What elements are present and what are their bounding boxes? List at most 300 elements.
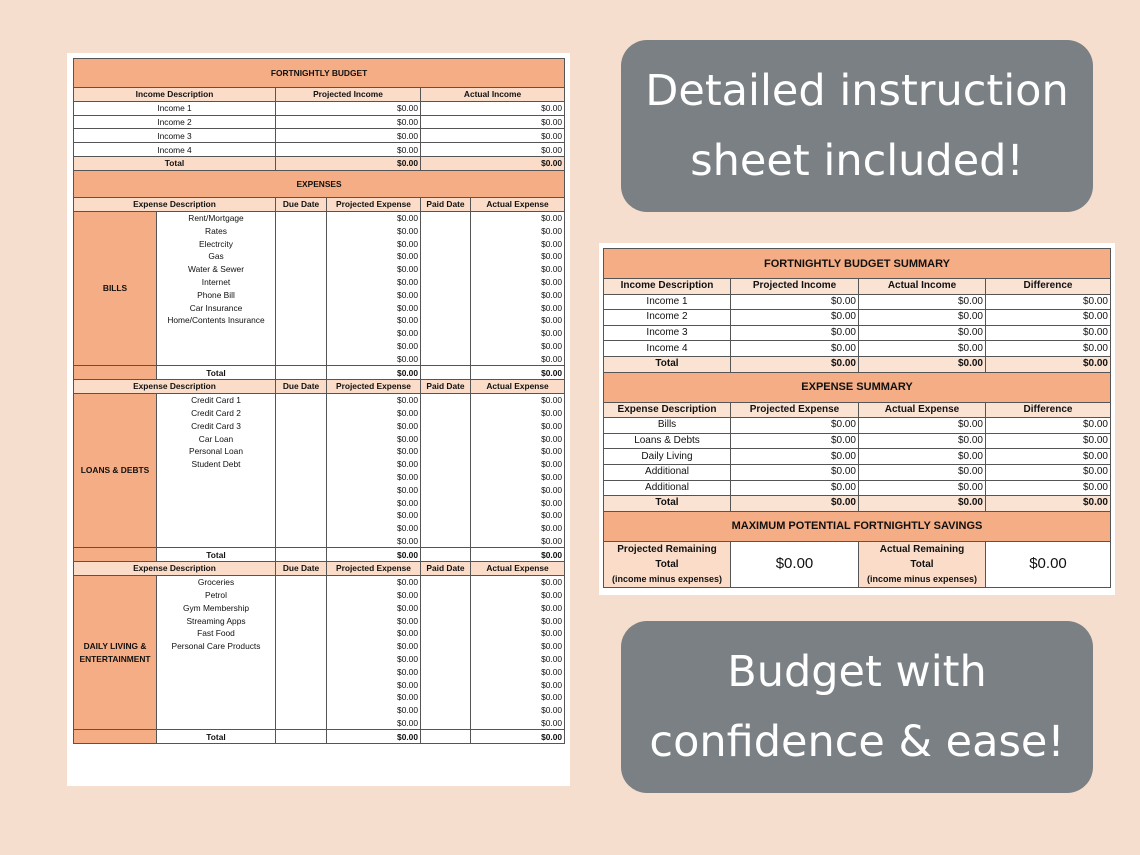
due-date-cell[interactable] xyxy=(276,471,327,484)
actual-expense-header: Actual Expense xyxy=(471,562,565,576)
projected-expense-cell[interactable]: $0.00 xyxy=(327,691,421,704)
projected-expense-cell[interactable]: $0.00 xyxy=(327,535,421,548)
expense-desc-cell[interactable] xyxy=(157,678,276,691)
summary-income-row-projected: $0.00 xyxy=(731,294,859,310)
projected-expense-cell[interactable]: $0.00 xyxy=(327,471,421,484)
paid-date-cell[interactable] xyxy=(421,237,471,250)
budget-summary-sheet xyxy=(599,243,1115,595)
expense-total-row xyxy=(74,730,565,744)
due-date-cell[interactable] xyxy=(276,250,327,263)
expenses-title: EXPENSES xyxy=(74,170,565,197)
projected-expense-cell[interactable]: $0.00 xyxy=(327,614,421,627)
expense-desc-header: Expense Description xyxy=(74,379,276,393)
expense-desc-cell[interactable] xyxy=(157,717,276,730)
projected-expense-header: Projected Expense xyxy=(327,379,421,393)
due-date-cell[interactable] xyxy=(276,653,327,666)
banner-line: confidence & ease! xyxy=(649,717,1065,767)
due-date-cell[interactable] xyxy=(276,276,327,289)
paid-date-total xyxy=(421,730,471,744)
summary-income-row-actual: $0.00 xyxy=(859,325,986,341)
projected-income-cell[interactable]: $0.00 xyxy=(276,129,421,143)
paid-date-header: Paid Date xyxy=(421,562,471,576)
summary-expense-row-projected: $0.00 xyxy=(731,464,859,480)
section-total-spacer xyxy=(74,366,157,380)
actual-expense-cell[interactable]: $0.00 xyxy=(471,432,565,445)
projected-expense-cell[interactable]: $0.00 xyxy=(327,352,421,365)
projected-expense-cell[interactable]: $0.00 xyxy=(327,263,421,276)
actual-expense-cell[interactable]: $0.00 xyxy=(471,250,565,263)
due-date-cell[interactable] xyxy=(276,263,327,276)
income-total-projected: $0.00 xyxy=(276,156,421,170)
projected-expense-cell[interactable]: $0.00 xyxy=(327,627,421,640)
income-desc-cell[interactable]: Income 2 xyxy=(74,115,276,129)
paid-date-cell[interactable] xyxy=(421,614,471,627)
actual-expense-cell[interactable]: $0.00 xyxy=(471,327,565,340)
expense-desc-cell[interactable]: Gas xyxy=(157,250,276,263)
due-date-cell[interactable] xyxy=(276,327,327,340)
fortnightly-budget-sheet xyxy=(67,53,570,786)
actual-expense-cell[interactable]: $0.00 xyxy=(471,627,565,640)
actual-income-cell[interactable]: $0.00 xyxy=(421,143,565,157)
due-date-cell[interactable] xyxy=(276,340,327,353)
actual-expense-cell[interactable]: $0.00 xyxy=(471,419,565,432)
projected-expense-cell[interactable]: $0.00 xyxy=(327,717,421,730)
expense-desc-cell[interactable]: Internet xyxy=(157,276,276,289)
summary-expense-total-actual: $0.00 xyxy=(859,496,986,512)
projected-expense-cell[interactable]: $0.00 xyxy=(327,483,421,496)
income-row xyxy=(74,115,565,129)
projected-remaining-label-line1: Projected Remaining xyxy=(617,543,717,555)
expense-desc-cell[interactable]: Car Insurance xyxy=(157,301,276,314)
projected-expense-cell[interactable]: $0.00 xyxy=(327,665,421,678)
due-date-cell[interactable] xyxy=(276,432,327,445)
due-date-header: Due Date xyxy=(276,562,327,576)
due-date-cell[interactable] xyxy=(276,589,327,602)
summary-expense-row-desc: Daily Living xyxy=(604,449,731,465)
actual-expense-cell[interactable]: $0.00 xyxy=(471,237,565,250)
actual-expense-cell[interactable]: $0.00 xyxy=(471,640,565,653)
paid-date-cell[interactable] xyxy=(421,314,471,327)
actual-expense-cell[interactable]: $0.00 xyxy=(471,589,565,602)
income-desc-cell[interactable]: Income 4 xyxy=(74,143,276,157)
paid-date-cell[interactable] xyxy=(421,678,471,691)
expense-desc-cell[interactable]: Petrol xyxy=(157,589,276,602)
expense-desc-cell[interactable]: Home/Contents Insurance xyxy=(157,314,276,327)
summary-expense-row-projected: $0.00 xyxy=(731,418,859,434)
expense-total-projected: $0.00 xyxy=(327,548,421,562)
actual-expense-cell[interactable]: $0.00 xyxy=(471,704,565,717)
expense-desc-cell[interactable] xyxy=(157,665,276,678)
projected-expense-cell[interactable]: $0.00 xyxy=(327,704,421,717)
due-date-cell[interactable] xyxy=(276,314,327,327)
summary-expense-row-desc: Additional xyxy=(604,464,731,480)
due-date-cell[interactable] xyxy=(276,614,327,627)
projected-expense-cell[interactable]: $0.00 xyxy=(327,432,421,445)
expense-desc-cell[interactable] xyxy=(157,352,276,365)
due-date-cell[interactable] xyxy=(276,535,327,548)
summary-expense-row-actual: $0.00 xyxy=(859,433,986,449)
projected-remaining-value: $0.00 xyxy=(731,541,859,587)
expense-desc-cell[interactable]: Credit Card 3 xyxy=(157,419,276,432)
paid-date-cell[interactable] xyxy=(421,589,471,602)
projected-expense-cell[interactable]: $0.00 xyxy=(327,653,421,666)
actual-expense-cell[interactable]: $0.00 xyxy=(471,314,565,327)
actual-expense-cell[interactable]: $0.00 xyxy=(471,665,565,678)
projected-income-cell[interactable]: $0.00 xyxy=(276,115,421,129)
projected-expense-header: Projected Expense xyxy=(327,562,421,576)
due-date-header: Due Date xyxy=(276,379,327,393)
projected-expense-cell[interactable]: $0.00 xyxy=(327,237,421,250)
paid-date-cell[interactable] xyxy=(421,432,471,445)
expense-desc-cell[interactable]: Rent/Mortgage xyxy=(157,211,276,224)
summary-income-total-desc: Total xyxy=(604,356,731,372)
expense-total-row xyxy=(74,548,565,562)
expense-total-label: Total xyxy=(157,548,276,562)
expense-desc-cell[interactable] xyxy=(157,704,276,717)
savings-title: MAXIMUM POTENTIAL FORTNIGHTLY SAVINGS xyxy=(604,511,1111,541)
projected-expense-cell[interactable]: $0.00 xyxy=(327,601,421,614)
projected-income-cell[interactable]: $0.00 xyxy=(276,143,421,157)
actual-expense-cell[interactable]: $0.00 xyxy=(471,691,565,704)
summary-income-row-desc: Income 3 xyxy=(604,325,731,341)
paid-date-cell[interactable] xyxy=(421,276,471,289)
actual-income-cell[interactable]: $0.00 xyxy=(421,101,565,115)
expense-desc-cell[interactable]: Rates xyxy=(157,224,276,237)
actual-expense-cell[interactable]: $0.00 xyxy=(471,263,565,276)
actual-expense-cell[interactable]: $0.00 xyxy=(471,288,565,301)
expense-total-projected: $0.00 xyxy=(327,730,421,744)
expense-desc-cell[interactable]: Gym Membership xyxy=(157,601,276,614)
income-row xyxy=(74,101,565,115)
income-total-actual: $0.00 xyxy=(421,156,565,170)
actual-expense-cell[interactable]: $0.00 xyxy=(471,653,565,666)
paid-date-cell[interactable] xyxy=(421,704,471,717)
paid-date-cell[interactable] xyxy=(421,445,471,458)
banner-line: sheet included! xyxy=(690,136,1024,186)
projected-expense-cell[interactable]: $0.00 xyxy=(327,445,421,458)
due-date-cell[interactable] xyxy=(276,717,327,730)
expense-desc-cell[interactable] xyxy=(157,483,276,496)
paid-date-cell[interactable] xyxy=(421,471,471,484)
actual-expense-cell[interactable]: $0.00 xyxy=(471,717,565,730)
summary-income-difference-header: Difference xyxy=(986,279,1111,295)
summary-title: FORTNIGHTLY BUDGET SUMMARY xyxy=(604,249,1111,279)
summary-income-row-difference: $0.00 xyxy=(986,310,1111,326)
summary-income-row xyxy=(604,294,1111,310)
summary-income-row-projected: $0.00 xyxy=(731,325,859,341)
summary-expense-row xyxy=(604,418,1111,434)
due-date-cell[interactable] xyxy=(276,601,327,614)
due-date-cell[interactable] xyxy=(276,352,327,365)
due-date-header: Due Date xyxy=(276,197,327,211)
due-date-cell[interactable] xyxy=(276,496,327,509)
summary-income-row-actual: $0.00 xyxy=(859,310,986,326)
summary-income-row-actual: $0.00 xyxy=(859,341,986,357)
paid-date-cell[interactable] xyxy=(421,496,471,509)
due-date-cell[interactable] xyxy=(276,419,327,432)
actual-expense-cell[interactable]: $0.00 xyxy=(471,471,565,484)
paid-date-cell[interactable] xyxy=(421,407,471,420)
summary-expense-row-projected: $0.00 xyxy=(731,449,859,465)
summary-expense-row-difference: $0.00 xyxy=(986,480,1111,496)
paid-date-total xyxy=(421,548,471,562)
actual-expense-cell[interactable]: $0.00 xyxy=(471,509,565,522)
projected-expense-cell[interactable]: $0.00 xyxy=(327,301,421,314)
summary-income-row-desc: Income 4 xyxy=(604,341,731,357)
due-date-cell[interactable] xyxy=(276,678,327,691)
paid-date-cell[interactable] xyxy=(421,352,471,365)
summary-income-row xyxy=(604,341,1111,357)
due-date-cell[interactable] xyxy=(276,522,327,535)
expense-desc-cell[interactable] xyxy=(157,535,276,548)
paid-date-cell[interactable] xyxy=(421,483,471,496)
paid-date-cell[interactable] xyxy=(421,627,471,640)
paid-date-cell[interactable] xyxy=(421,535,471,548)
expense-desc-cell[interactable] xyxy=(157,340,276,353)
projected-expense-cell[interactable]: $0.00 xyxy=(327,211,421,224)
expense-desc-cell[interactable] xyxy=(157,471,276,484)
actual-expense-cell[interactable]: $0.00 xyxy=(471,301,565,314)
paid-date-cell[interactable] xyxy=(421,575,471,588)
paid-date-cell[interactable] xyxy=(421,419,471,432)
summary-expense-row-difference: $0.00 xyxy=(986,433,1111,449)
actual-expense-cell[interactable]: $0.00 xyxy=(471,496,565,509)
due-date-total xyxy=(276,366,327,380)
actual-expense-cell[interactable]: $0.00 xyxy=(471,445,565,458)
actual-expense-cell[interactable]: $0.00 xyxy=(471,276,565,289)
summary-expense-total-difference: $0.00 xyxy=(986,496,1111,512)
expense-total-label: Total xyxy=(157,730,276,744)
paid-date-cell[interactable] xyxy=(421,601,471,614)
expense-desc-cell[interactable]: Credit Card 1 xyxy=(157,393,276,406)
projected-expense-cell[interactable]: $0.00 xyxy=(327,640,421,653)
expense-row xyxy=(74,575,565,588)
income-desc-cell[interactable]: Income 1 xyxy=(74,101,276,115)
actual-expense-cell[interactable]: $0.00 xyxy=(471,522,565,535)
expense-desc-cell[interactable] xyxy=(157,691,276,704)
paid-date-cell[interactable] xyxy=(421,717,471,730)
projected-income-cell[interactable]: $0.00 xyxy=(276,101,421,115)
projected-expense-cell[interactable]: $0.00 xyxy=(327,327,421,340)
expense-desc-cell[interactable] xyxy=(157,496,276,509)
projected-expense-cell[interactable]: $0.00 xyxy=(327,575,421,588)
actual-expense-cell[interactable]: $0.00 xyxy=(471,678,565,691)
paid-date-cell[interactable] xyxy=(421,665,471,678)
due-date-cell[interactable] xyxy=(276,665,327,678)
paid-date-cell[interactable] xyxy=(421,327,471,340)
projected-expense-cell[interactable]: $0.00 xyxy=(327,589,421,602)
expense-desc-header: Expense Description xyxy=(74,197,276,211)
actual-expense-header: Actual Expense xyxy=(471,197,565,211)
projected-expense-header: Projected Expense xyxy=(327,197,421,211)
paid-date-cell[interactable] xyxy=(421,263,471,276)
banner-line: Budget with xyxy=(727,647,987,697)
projected-income-header: Projected Income xyxy=(276,88,421,102)
actual-expense-cell[interactable]: $0.00 xyxy=(471,393,565,406)
expense-total-projected: $0.00 xyxy=(327,366,421,380)
expense-desc-cell[interactable]: Streaming Apps xyxy=(157,614,276,627)
paid-date-total xyxy=(421,366,471,380)
actual-income-cell[interactable]: $0.00 xyxy=(421,129,565,143)
actual-expense-header: Actual Expense xyxy=(471,379,565,393)
projected-expense-cell[interactable]: $0.00 xyxy=(327,224,421,237)
summary-income-total-projected: $0.00 xyxy=(731,356,859,372)
projected-expense-cell[interactable]: $0.00 xyxy=(327,314,421,327)
actual-expense-cell[interactable]: $0.00 xyxy=(471,575,565,588)
projected-expense-cell[interactable]: $0.00 xyxy=(327,458,421,471)
summary-projected-income-header: Projected Income xyxy=(731,279,859,295)
due-date-cell[interactable] xyxy=(276,704,327,717)
banner-line: Detailed instruction xyxy=(645,66,1069,116)
due-date-cell[interactable] xyxy=(276,509,327,522)
summary-income-row-difference: $0.00 xyxy=(986,341,1111,357)
expense-desc-cell[interactable] xyxy=(157,509,276,522)
expense-row xyxy=(74,393,565,406)
expense-desc-cell[interactable]: Student Debt xyxy=(157,458,276,471)
summary-actual-income-header: Actual Income xyxy=(859,279,986,295)
expense-desc-cell[interactable]: Fast Food xyxy=(157,627,276,640)
projected-remaining-label-line2: Total xyxy=(655,558,679,570)
paid-date-cell[interactable] xyxy=(421,301,471,314)
summary-expense-row-difference: $0.00 xyxy=(986,464,1111,480)
budget-table xyxy=(73,58,565,744)
expense-desc-cell[interactable]: Personal Loan xyxy=(157,445,276,458)
actual-expense-cell[interactable]: $0.00 xyxy=(471,407,565,420)
summary-income-total-difference: $0.00 xyxy=(986,356,1111,372)
expense-desc-cell[interactable] xyxy=(157,653,276,666)
due-date-cell[interactable] xyxy=(276,483,327,496)
expense-desc-cell[interactable]: Personal Care Products xyxy=(157,640,276,653)
expense-desc-cell[interactable] xyxy=(157,522,276,535)
actual-expense-cell[interactable]: $0.00 xyxy=(471,340,565,353)
summary-expense-total xyxy=(604,496,1111,512)
summary-expense-row xyxy=(604,480,1111,496)
expense-desc-cell[interactable]: Phone Bill xyxy=(157,288,276,301)
paid-date-cell[interactable] xyxy=(421,340,471,353)
due-date-cell[interactable] xyxy=(276,237,327,250)
income-row xyxy=(74,129,565,143)
actual-expense-cell[interactable]: $0.00 xyxy=(471,211,565,224)
paid-date-cell[interactable] xyxy=(421,509,471,522)
paid-date-cell[interactable] xyxy=(421,653,471,666)
projected-expense-cell[interactable]: $0.00 xyxy=(327,276,421,289)
due-date-cell[interactable] xyxy=(276,407,327,420)
paid-date-cell[interactable] xyxy=(421,522,471,535)
projected-expense-cell[interactable]: $0.00 xyxy=(327,288,421,301)
actual-remaining-label-line2: Total xyxy=(910,558,934,570)
summary-expense-row xyxy=(604,433,1111,449)
projected-expense-cell[interactable]: $0.00 xyxy=(327,393,421,406)
actual-expense-cell[interactable]: $0.00 xyxy=(471,601,565,614)
section-2-label: DAILY LIVING & ENTERTAINMENT xyxy=(74,575,157,730)
due-date-cell[interactable] xyxy=(276,393,327,406)
projected-expense-cell[interactable]: $0.00 xyxy=(327,509,421,522)
expense-total-actual: $0.00 xyxy=(471,548,565,562)
due-date-cell[interactable] xyxy=(276,458,327,471)
actual-expense-cell[interactable]: $0.00 xyxy=(471,614,565,627)
projected-expense-cell[interactable]: $0.00 xyxy=(327,250,421,263)
summary-expense-row-projected: $0.00 xyxy=(731,480,859,496)
projected-expense-cell[interactable]: $0.00 xyxy=(327,419,421,432)
expense-total-label: Total xyxy=(157,366,276,380)
due-date-cell[interactable] xyxy=(276,445,327,458)
income-desc-cell[interactable]: Income 3 xyxy=(74,129,276,143)
section-total-spacer xyxy=(74,548,157,562)
expense-desc-cell[interactable]: Water & Sewer xyxy=(157,263,276,276)
actual-expense-cell[interactable]: $0.00 xyxy=(471,224,565,237)
summary-income-row xyxy=(604,310,1111,326)
expense-desc-header: Expense Description xyxy=(74,562,276,576)
projected-expense-cell[interactable]: $0.00 xyxy=(327,340,421,353)
summary-expense-row-actual: $0.00 xyxy=(859,418,986,434)
summary-income-row-actual: $0.00 xyxy=(859,294,986,310)
due-date-cell[interactable] xyxy=(276,575,327,588)
actual-expense-cell[interactable]: $0.00 xyxy=(471,535,565,548)
summary-income-desc-header: Income Description xyxy=(604,279,731,295)
actual-expense-cell[interactable]: $0.00 xyxy=(471,458,565,471)
expense-desc-cell[interactable]: Groceries xyxy=(157,575,276,588)
expense-summary-title: EXPENSE SUMMARY xyxy=(604,372,1111,402)
due-date-cell[interactable] xyxy=(276,627,327,640)
paid-date-cell[interactable] xyxy=(421,691,471,704)
projected-remaining-label xyxy=(604,541,731,587)
projected-expense-cell[interactable]: $0.00 xyxy=(327,407,421,420)
section-0-label: BILLS xyxy=(74,211,157,366)
actual-expense-cell[interactable]: $0.00 xyxy=(471,483,565,496)
paid-date-cell[interactable] xyxy=(421,640,471,653)
summary-expense-row-desc: Bills xyxy=(604,418,731,434)
actual-income-header: Actual Income xyxy=(421,88,565,102)
due-date-cell[interactable] xyxy=(276,691,327,704)
summary-expense-row xyxy=(604,464,1111,480)
due-date-cell[interactable] xyxy=(276,301,327,314)
paid-date-cell[interactable] xyxy=(421,393,471,406)
actual-income-cell[interactable]: $0.00 xyxy=(421,115,565,129)
summary-expense-row-actual: $0.00 xyxy=(859,449,986,465)
summary-income-total xyxy=(604,356,1111,372)
summary-expense-row-projected: $0.00 xyxy=(731,433,859,449)
actual-expense-cell[interactable]: $0.00 xyxy=(471,352,565,365)
paid-date-cell[interactable] xyxy=(421,250,471,263)
expense-desc-cell[interactable]: Electrcity xyxy=(157,237,276,250)
expense-desc-cell[interactable]: Car Loan xyxy=(157,432,276,445)
summary-expense-row-desc: Additional xyxy=(604,480,731,496)
projected-expense-cell[interactable]: $0.00 xyxy=(327,678,421,691)
paid-date-cell[interactable] xyxy=(421,458,471,471)
due-date-total xyxy=(276,730,327,744)
projected-expense-cell[interactable]: $0.00 xyxy=(327,522,421,535)
due-date-cell[interactable] xyxy=(276,211,327,224)
expense-desc-cell[interactable] xyxy=(157,327,276,340)
summary-income-row-projected: $0.00 xyxy=(731,341,859,357)
projected-remaining-label-note: (income minus expenses) xyxy=(611,573,723,584)
due-date-cell[interactable] xyxy=(276,640,327,653)
expense-total-actual: $0.00 xyxy=(471,730,565,744)
due-date-cell[interactable] xyxy=(276,224,327,237)
paid-date-cell[interactable] xyxy=(421,211,471,224)
projected-expense-cell[interactable]: $0.00 xyxy=(327,496,421,509)
paid-date-cell[interactable] xyxy=(421,288,471,301)
paid-date-cell[interactable] xyxy=(421,224,471,237)
paid-date-header: Paid Date xyxy=(421,379,471,393)
actual-remaining-label-note: (income minus expenses) xyxy=(866,573,978,584)
expense-total-actual: $0.00 xyxy=(471,366,565,380)
income-total-row xyxy=(74,156,565,170)
summary-income-row-difference: $0.00 xyxy=(986,294,1111,310)
summary-expense-row-actual: $0.00 xyxy=(859,480,986,496)
expense-desc-cell[interactable]: Credit Card 2 xyxy=(157,407,276,420)
due-date-cell[interactable] xyxy=(276,288,327,301)
